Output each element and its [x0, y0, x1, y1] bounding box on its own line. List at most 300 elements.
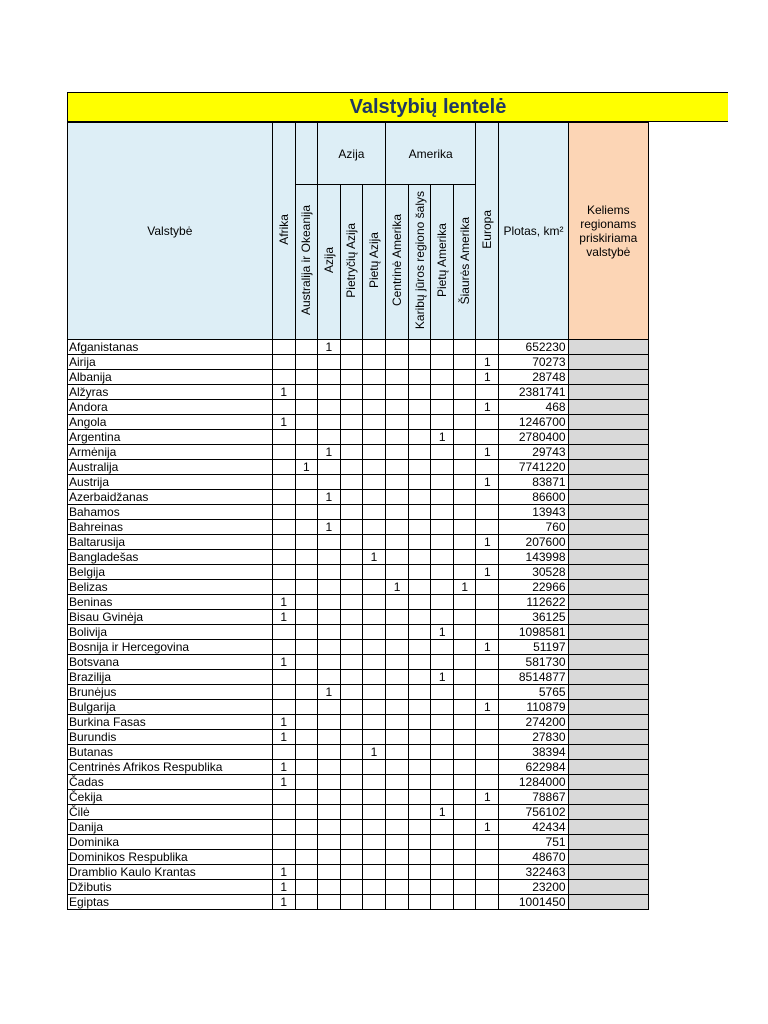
table-row: [68, 820, 649, 835]
region-mark-asia: [317, 475, 340, 490]
multi-region-cell: [568, 505, 648, 520]
region-mark-asia: [317, 835, 340, 850]
region-mark-asia: [317, 700, 340, 715]
region-mark-se-asia: [340, 550, 362, 565]
region-mark-s-america: 1: [431, 805, 454, 820]
region-mark-s-america: [431, 730, 454, 745]
multi-region-cell: [568, 520, 648, 535]
multi-region-cell: [568, 445, 648, 460]
table-header: [68, 123, 649, 340]
region-mark-europe: 1: [476, 355, 499, 370]
region-mark-c-america: [386, 760, 409, 775]
region-mark-oceania: [295, 865, 317, 880]
region-mark-europe: [476, 415, 499, 430]
region-mark-europe: [476, 775, 499, 790]
region-mark-africa: [272, 475, 295, 490]
region-mark-s-america: [431, 505, 454, 520]
area-cell: 1284000: [499, 775, 568, 790]
region-mark-n-america: [454, 475, 476, 490]
area-cell: 83871: [499, 475, 568, 490]
country-name-cell: Dominika: [68, 835, 273, 850]
region-mark-caribbean: [409, 415, 431, 430]
region-mark-europe: [476, 490, 499, 505]
region-mark-se-asia: [340, 835, 362, 850]
region-mark-s-asia: [362, 715, 385, 730]
table-row: [68, 805, 649, 820]
region-mark-c-america: [386, 655, 409, 670]
region-mark-se-asia: [340, 625, 362, 640]
region-mark-c-america: [386, 820, 409, 835]
multi-region-cell: [568, 895, 648, 910]
region-mark-s-asia: [362, 850, 385, 865]
region-mark-s-asia: [362, 445, 385, 460]
region-mark-asia: [317, 355, 340, 370]
region-mark-caribbean: [409, 745, 431, 760]
header-n-america: Šiaurės Amerika: [454, 185, 476, 340]
multi-region-cell: [568, 790, 648, 805]
region-mark-s-asia: [362, 520, 385, 535]
region-mark-c-america: [386, 625, 409, 640]
region-mark-s-america: [431, 715, 454, 730]
region-mark-europe: 1: [476, 565, 499, 580]
region-mark-europe: [476, 610, 499, 625]
region-mark-c-america: [386, 745, 409, 760]
table-row: [68, 370, 649, 385]
region-mark-c-america: [386, 355, 409, 370]
region-mark-n-america: [454, 640, 476, 655]
region-mark-s-america: [431, 880, 454, 895]
region-mark-se-asia: [340, 805, 362, 820]
region-mark-se-asia: [340, 745, 362, 760]
region-mark-asia: [317, 550, 340, 565]
region-mark-c-america: [386, 415, 409, 430]
table-row: [68, 595, 649, 610]
region-mark-africa: [272, 340, 295, 355]
region-mark-caribbean: [409, 685, 431, 700]
region-mark-caribbean: [409, 610, 431, 625]
region-mark-n-america: [454, 685, 476, 700]
region-mark-c-america: [386, 640, 409, 655]
table-row: [68, 520, 649, 535]
region-mark-europe: [476, 385, 499, 400]
table-row: [68, 400, 649, 415]
region-mark-n-america: [454, 460, 476, 475]
region-mark-s-america: [431, 850, 454, 865]
region-mark-caribbean: [409, 340, 431, 355]
area-cell: 86600: [499, 490, 568, 505]
region-mark-s-asia: 1: [362, 745, 385, 760]
region-mark-africa: 1: [272, 715, 295, 730]
country-name-cell: Afganistanas: [68, 340, 273, 355]
area-cell: 207600: [499, 535, 568, 550]
region-mark-n-america: [454, 370, 476, 385]
region-mark-s-asia: 1: [362, 550, 385, 565]
region-mark-s-asia: [362, 655, 385, 670]
multi-region-cell: [568, 715, 648, 730]
country-name-cell: Burundis: [68, 730, 273, 745]
region-mark-c-america: [386, 445, 409, 460]
region-mark-africa: [272, 670, 295, 685]
region-mark-oceania: [295, 520, 317, 535]
region-mark-n-america: [454, 835, 476, 850]
region-mark-caribbean: [409, 445, 431, 460]
region-mark-oceania: [295, 430, 317, 445]
country-name-cell: Danija: [68, 820, 273, 835]
region-mark-s-america: [431, 370, 454, 385]
multi-region-cell: [568, 565, 648, 580]
region-mark-c-america: [386, 805, 409, 820]
region-mark-africa: [272, 355, 295, 370]
region-mark-caribbean: [409, 715, 431, 730]
region-mark-s-america: [431, 340, 454, 355]
region-mark-oceania: [295, 340, 317, 355]
region-mark-se-asia: [340, 685, 362, 700]
region-mark-s-asia: [362, 475, 385, 490]
table-row: [68, 655, 649, 670]
region-mark-europe: 1: [476, 475, 499, 490]
region-mark-se-asia: [340, 640, 362, 655]
region-mark-caribbean: [409, 850, 431, 865]
region-mark-s-america: [431, 415, 454, 430]
region-mark-s-asia: [362, 895, 385, 910]
region-mark-europe: 1: [476, 700, 499, 715]
region-mark-s-america: [431, 565, 454, 580]
region-mark-europe: 1: [476, 445, 499, 460]
country-name-cell: Džibutis: [68, 880, 273, 895]
region-mark-se-asia: [340, 790, 362, 805]
region-mark-s-asia: [362, 700, 385, 715]
region-mark-africa: [272, 745, 295, 760]
country-name-cell: Baltarusija: [68, 535, 273, 550]
region-mark-c-america: [386, 775, 409, 790]
region-mark-s-asia: [362, 460, 385, 475]
header-europe: Europa: [476, 123, 499, 340]
area-cell: 2780400: [499, 430, 568, 445]
country-name-cell: Armėnija: [68, 445, 273, 460]
region-mark-oceania: [295, 880, 317, 895]
country-table: [67, 122, 649, 910]
region-mark-s-america: [431, 580, 454, 595]
multi-region-cell: [568, 655, 648, 670]
region-mark-se-asia: [340, 670, 362, 685]
area-cell: 1098581: [499, 625, 568, 640]
region-mark-africa: [272, 505, 295, 520]
region-mark-oceania: [295, 895, 317, 910]
region-mark-s-america: [431, 490, 454, 505]
region-mark-europe: [476, 850, 499, 865]
area-cell: 36125: [499, 610, 568, 625]
region-mark-s-america: [431, 550, 454, 565]
region-mark-se-asia: [340, 820, 362, 835]
region-mark-asia: [317, 670, 340, 685]
area-cell: 2381741: [499, 385, 568, 400]
region-mark-caribbean: [409, 520, 431, 535]
region-mark-europe: [476, 460, 499, 475]
region-mark-n-america: [454, 775, 476, 790]
multi-region-cell: [568, 355, 648, 370]
table-row: [68, 685, 649, 700]
region-mark-se-asia: [340, 850, 362, 865]
area-cell: 5765: [499, 685, 568, 700]
header-c-america: Centrinė Amerika: [386, 185, 409, 340]
country-name-cell: Bolivija: [68, 625, 273, 640]
area-cell: 42434: [499, 820, 568, 835]
region-mark-c-america: [386, 520, 409, 535]
table-row: [68, 535, 649, 550]
region-mark-n-america: [454, 790, 476, 805]
region-mark-c-america: [386, 505, 409, 520]
multi-region-cell: [568, 820, 648, 835]
country-name-cell: Čekija: [68, 790, 273, 805]
header-asia: Azija: [317, 185, 340, 340]
area-cell: 28748: [499, 370, 568, 385]
region-mark-n-america: [454, 730, 476, 745]
area-cell: 143998: [499, 550, 568, 565]
region-mark-se-asia: [340, 355, 362, 370]
table-title-bar: [67, 92, 728, 122]
multi-region-cell: [568, 850, 648, 865]
table-row: [68, 730, 649, 745]
region-mark-s-asia: [362, 565, 385, 580]
region-mark-asia: [317, 715, 340, 730]
region-mark-caribbean: [409, 385, 431, 400]
region-mark-n-america: [454, 760, 476, 775]
region-mark-oceania: [295, 595, 317, 610]
multi-region-cell: [568, 400, 648, 415]
multi-region-cell: [568, 490, 648, 505]
region-mark-s-america: [431, 445, 454, 460]
region-mark-oceania: [295, 445, 317, 460]
region-mark-s-america: [431, 820, 454, 835]
region-mark-n-america: [454, 700, 476, 715]
country-name-cell: Alžyras: [68, 385, 273, 400]
region-mark-n-america: [454, 385, 476, 400]
table-row: [68, 445, 649, 460]
region-mark-se-asia: [340, 730, 362, 745]
table-row: [68, 625, 649, 640]
region-mark-se-asia: [340, 580, 362, 595]
region-mark-s-asia: [362, 535, 385, 550]
region-mark-asia: [317, 610, 340, 625]
region-mark-europe: [476, 865, 499, 880]
region-mark-s-asia: [362, 490, 385, 505]
region-mark-europe: 1: [476, 535, 499, 550]
country-name-cell: Belgija: [68, 565, 273, 580]
region-mark-s-america: 1: [431, 430, 454, 445]
region-mark-asia: 1: [317, 445, 340, 460]
region-mark-asia: [317, 775, 340, 790]
region-mark-africa: [272, 460, 295, 475]
table-body: [68, 340, 649, 910]
area-cell: 581730: [499, 655, 568, 670]
region-mark-oceania: [295, 385, 317, 400]
region-mark-oceania: [295, 850, 317, 865]
region-mark-se-asia: [340, 430, 362, 445]
region-mark-asia: [317, 565, 340, 580]
region-mark-c-america: [386, 850, 409, 865]
region-mark-se-asia: [340, 490, 362, 505]
region-mark-n-america: [454, 805, 476, 820]
header-caribbean: Karibų jūros regiono šalys: [409, 185, 431, 340]
region-mark-africa: 1: [272, 880, 295, 895]
region-mark-asia: [317, 880, 340, 895]
region-mark-n-america: [454, 550, 476, 565]
table-row: [68, 880, 649, 895]
table-row: [68, 460, 649, 475]
region-mark-asia: 1: [317, 490, 340, 505]
area-cell: 7741220: [499, 460, 568, 475]
region-mark-caribbean: [409, 475, 431, 490]
region-mark-n-america: [454, 655, 476, 670]
region-mark-c-america: [386, 535, 409, 550]
region-mark-s-america: [431, 475, 454, 490]
table-row: [68, 745, 649, 760]
area-cell: 1246700: [499, 415, 568, 430]
area-cell: 1001450: [499, 895, 568, 910]
header-s-asia: Pietų Azija: [362, 185, 385, 340]
region-mark-s-asia: [362, 670, 385, 685]
region-mark-caribbean: [409, 820, 431, 835]
multi-region-cell: [568, 760, 648, 775]
area-cell: 48670: [499, 850, 568, 865]
region-mark-c-america: [386, 340, 409, 355]
region-mark-n-america: [454, 490, 476, 505]
region-mark-n-america: [454, 715, 476, 730]
region-mark-n-america: [454, 610, 476, 625]
region-mark-c-america: [386, 490, 409, 505]
area-cell: 13943: [499, 505, 568, 520]
region-mark-asia: [317, 580, 340, 595]
region-mark-se-asia: [340, 505, 362, 520]
table-row: [68, 505, 649, 520]
region-mark-asia: [317, 760, 340, 775]
region-mark-europe: 1: [476, 820, 499, 835]
region-mark-s-asia: [362, 415, 385, 430]
header-multi-region: Keliems regionams priskiriama valstybė: [568, 123, 648, 340]
multi-region-cell: [568, 535, 648, 550]
region-mark-caribbean: [409, 700, 431, 715]
area-cell: 22966: [499, 580, 568, 595]
region-mark-se-asia: [340, 715, 362, 730]
region-mark-oceania: [295, 730, 317, 745]
country-name-cell: Centrinės Afrikos Respublika: [68, 760, 273, 775]
region-mark-asia: [317, 370, 340, 385]
country-name-cell: Argentina: [68, 430, 273, 445]
region-mark-europe: [476, 685, 499, 700]
country-name-cell: Dramblio Kaulo Krantas: [68, 865, 273, 880]
multi-region-cell: [568, 580, 648, 595]
region-mark-asia: [317, 400, 340, 415]
region-mark-s-asia: [362, 340, 385, 355]
region-mark-c-america: [386, 880, 409, 895]
country-name-cell: Butanas: [68, 745, 273, 760]
region-mark-europe: [476, 835, 499, 850]
region-mark-europe: [476, 625, 499, 640]
table-row: [68, 790, 649, 805]
region-mark-caribbean: [409, 535, 431, 550]
region-mark-caribbean: [409, 355, 431, 370]
region-mark-oceania: [295, 490, 317, 505]
region-mark-n-america: [454, 355, 476, 370]
region-mark-caribbean: [409, 595, 431, 610]
region-mark-se-asia: [340, 775, 362, 790]
region-mark-caribbean: [409, 490, 431, 505]
region-mark-caribbean: [409, 805, 431, 820]
area-cell: 652230: [499, 340, 568, 355]
area-cell: 78867: [499, 790, 568, 805]
region-mark-caribbean: [409, 505, 431, 520]
region-mark-c-america: [386, 430, 409, 445]
region-mark-s-asia: [362, 370, 385, 385]
region-mark-africa: [272, 400, 295, 415]
table-row: [68, 640, 649, 655]
region-mark-s-america: [431, 865, 454, 880]
region-mark-asia: [317, 805, 340, 820]
region-mark-se-asia: [340, 595, 362, 610]
region-mark-asia: [317, 745, 340, 760]
multi-region-cell: [568, 685, 648, 700]
region-mark-asia: [317, 865, 340, 880]
region-mark-caribbean: [409, 550, 431, 565]
region-mark-c-america: [386, 460, 409, 475]
country-name-cell: Angola: [68, 415, 273, 430]
region-mark-africa: [272, 685, 295, 700]
region-mark-europe: [476, 520, 499, 535]
multi-region-cell: [568, 370, 648, 385]
region-mark-caribbean: [409, 730, 431, 745]
region-mark-europe: [476, 760, 499, 775]
region-mark-oceania: [295, 355, 317, 370]
region-mark-n-america: [454, 745, 476, 760]
region-mark-se-asia: [340, 565, 362, 580]
region-mark-africa: [272, 835, 295, 850]
region-mark-c-america: [386, 790, 409, 805]
region-mark-se-asia: [340, 865, 362, 880]
region-mark-se-asia: [340, 400, 362, 415]
region-mark-europe: [476, 805, 499, 820]
region-mark-s-asia: [362, 865, 385, 880]
multi-region-cell: [568, 880, 648, 895]
region-mark-asia: [317, 385, 340, 400]
region-mark-s-america: [431, 790, 454, 805]
region-mark-africa: [272, 790, 295, 805]
region-mark-europe: [476, 730, 499, 745]
region-mark-oceania: [295, 640, 317, 655]
region-mark-africa: [272, 850, 295, 865]
region-mark-n-america: [454, 520, 476, 535]
region-mark-se-asia: [340, 880, 362, 895]
region-mark-caribbean: [409, 670, 431, 685]
region-mark-s-america: [431, 895, 454, 910]
region-mark-se-asia: [340, 445, 362, 460]
region-mark-asia: [317, 460, 340, 475]
region-mark-asia: [317, 790, 340, 805]
region-mark-africa: 1: [272, 895, 295, 910]
multi-region-cell: [568, 775, 648, 790]
region-mark-n-america: [454, 820, 476, 835]
multi-region-cell: [568, 475, 648, 490]
region-mark-africa: [272, 490, 295, 505]
region-mark-se-asia: [340, 370, 362, 385]
region-mark-s-asia: [362, 775, 385, 790]
multi-region-cell: [568, 730, 648, 745]
table-row: [68, 760, 649, 775]
region-mark-c-america: [386, 730, 409, 745]
region-mark-asia: [317, 655, 340, 670]
region-mark-africa: 1: [272, 385, 295, 400]
area-cell: 38394: [499, 745, 568, 760]
region-mark-caribbean: [409, 460, 431, 475]
